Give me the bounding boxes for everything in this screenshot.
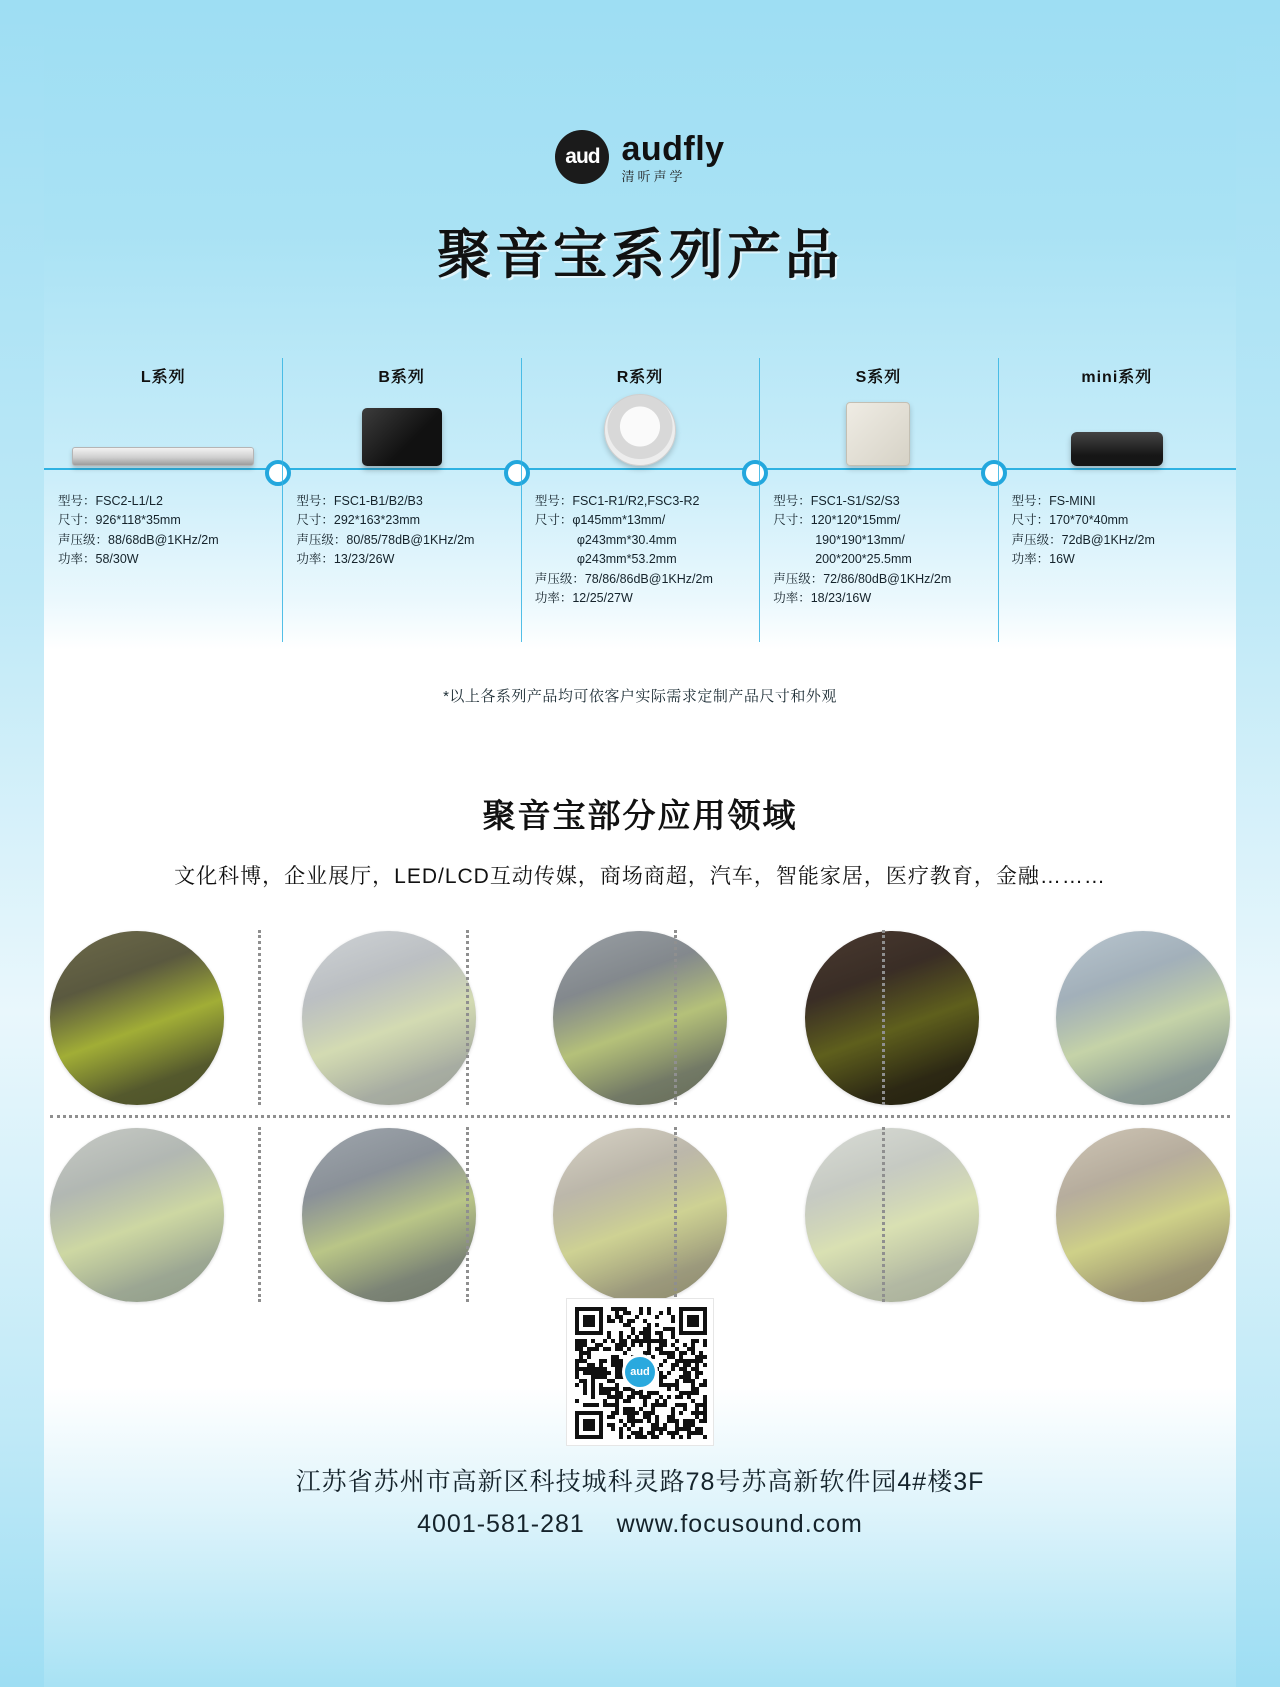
phone-number: 4001-581-281 [417, 1510, 585, 1538]
series-specs-3 [773, 492, 987, 608]
spec-line: 尺寸：120*120*15mm/ [773, 513, 901, 528]
spec-line: φ243mm*53.2mm [576, 552, 677, 567]
spec-line: 声压级：78/86/86dB@1KHz/2m [534, 571, 713, 586]
spec-line: 型号：FSC1-R1/R2,FSC3-R2 [534, 494, 700, 508]
spec-line: 型号：FS-MINI [1011, 494, 1096, 508]
photo-cell-3 [805, 931, 979, 1105]
website-link[interactable]: www.focusound.com [616, 1510, 863, 1538]
speaker-bar-icon [44, 394, 282, 466]
spec-line: 声压级：72dB@1KHz/2m [1011, 532, 1155, 547]
series-specs-4 [1012, 492, 1226, 570]
photo-row-2 [50, 1127, 1230, 1302]
series-title-2: R系列 [616, 369, 664, 386]
qr-center-logo: aud [622, 1354, 658, 1390]
spec-line: φ243mm*30.4mm [576, 532, 677, 547]
spec-line: 型号：FSC2-L1/L2 [58, 494, 163, 508]
series-title-0: L系列 [140, 369, 186, 386]
series-title-4: mini系列 [1081, 369, 1153, 386]
brand-name: audfly [621, 129, 725, 168]
brand-logo [0, 130, 1280, 184]
photo-row-1 [50, 930, 1230, 1105]
spec-line: 功率：18/23/16W [773, 590, 872, 605]
series-column-s [759, 352, 997, 642]
spec-line: 声压级：88/68dB@1KHz/2m [58, 532, 219, 547]
photo-cell-8 [805, 1128, 979, 1302]
speaker-mini-icon [998, 394, 1236, 466]
spec-line: 尺寸：φ145mm*13mm/ [534, 513, 666, 528]
footer [0, 1462, 1280, 1539]
series-column-b [282, 352, 520, 642]
photo-cell-1 [302, 931, 476, 1105]
series-title-1: B系列 [378, 369, 425, 386]
spec-line: 尺寸：170*70*40mm [1011, 513, 1129, 528]
spec-line: 200*200*25.5mm [815, 552, 912, 567]
photo-cell-7 [553, 1128, 727, 1302]
spec-line: 功率：12/25/27W [534, 590, 633, 605]
photo-cell-6 [302, 1128, 476, 1302]
speaker-round-icon [521, 394, 759, 466]
spec-line: 尺寸：292*163*23mm [296, 513, 421, 528]
section-title-applications: 聚音宝部分应用领域 [482, 797, 798, 834]
speaker-box-icon [282, 394, 520, 466]
customization-note: *以上各系列产品均可依客户实际需求定制产品尺寸和外观 [443, 688, 837, 705]
application-photo-grid [50, 930, 1230, 1302]
series-specs-2 [535, 492, 749, 608]
series-section [44, 352, 1236, 642]
spec-line: 型号：FSC1-S1/S2/S3 [773, 494, 900, 508]
application-description: 文化科博，企业展厅，LED/LCD互动传媒，商场商超，汽车，智能家居，医疗教育，金融……… [174, 865, 1106, 888]
photo-cell-0 [50, 931, 224, 1105]
series-specs-0 [58, 492, 272, 570]
qr-code[interactable] [566, 1298, 714, 1446]
series-specs-1 [296, 492, 510, 570]
page-title: 聚音宝系列产品 [437, 225, 843, 285]
logo-mark-icon: aud [555, 130, 609, 184]
spec-line: 尺寸：926*118*35mm [58, 513, 181, 528]
spec-line: 功率：16W [1011, 552, 1075, 567]
photo-cell-9 [1056, 1128, 1230, 1302]
photo-cell-2 [553, 931, 727, 1105]
spec-line: 型号：FSC1-B1/B2/B3 [296, 494, 423, 508]
spec-line: 声压级：80/85/78dB@1KHz/2m [296, 532, 475, 547]
series-column-r [521, 352, 759, 642]
speaker-square-icon [759, 394, 997, 466]
company-contact [0, 1510, 1280, 1539]
photo-cell-4 [1056, 931, 1230, 1105]
logo-text [621, 129, 725, 184]
spec-line: 190*190*13mm/ [815, 532, 905, 547]
brand-sub: 清听声学 [621, 168, 686, 184]
company-address: 江苏省苏州市高新区科技城科灵路78号苏高新软件园4#楼3F [295, 1468, 985, 1496]
series-column-l [44, 352, 282, 642]
spec-line: 功率：13/23/26W [296, 552, 395, 567]
spec-line: 声压级：72/86/80dB@1KHz/2m [773, 571, 952, 586]
photo-cell-5 [50, 1128, 224, 1302]
series-title-3: S系列 [855, 369, 902, 386]
spec-line: 功率：58/30W [58, 552, 139, 567]
series-column-mini [998, 352, 1236, 642]
